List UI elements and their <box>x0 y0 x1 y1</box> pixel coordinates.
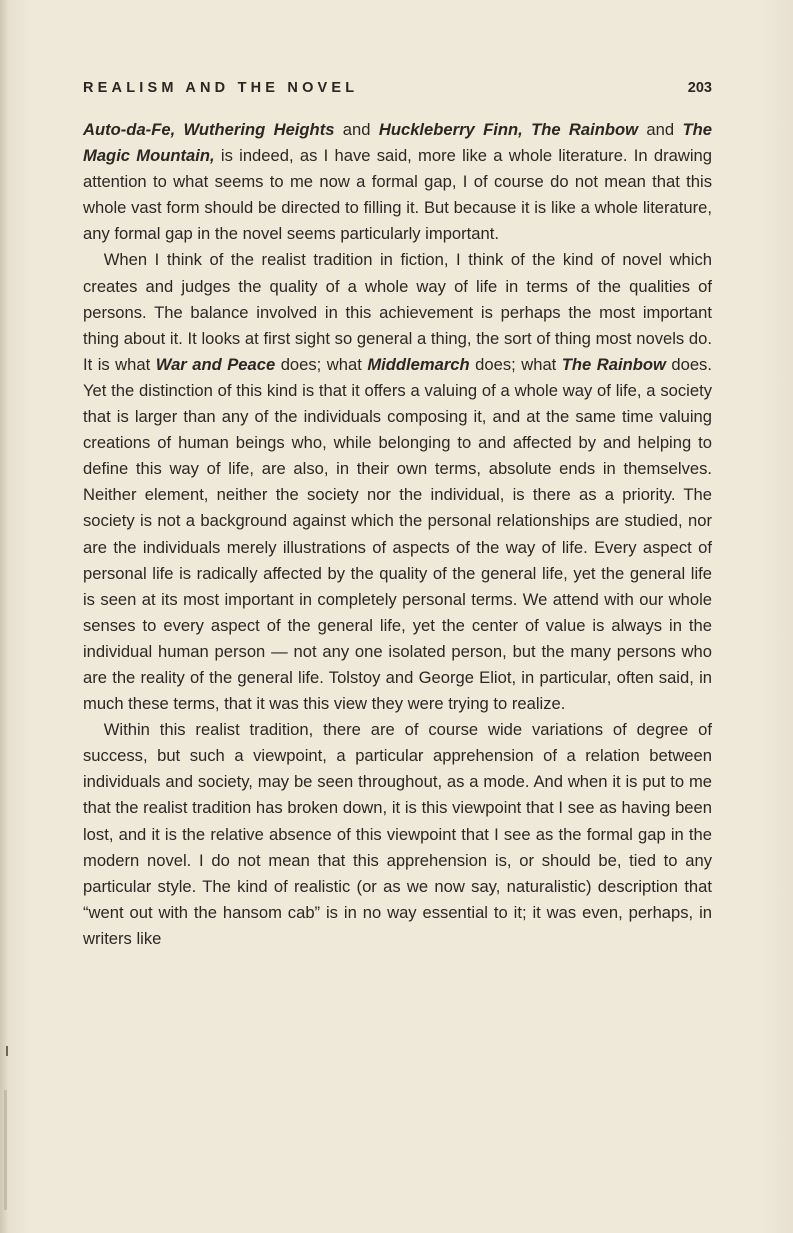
running-head <box>83 80 712 104</box>
margin-stain <box>4 1090 7 1210</box>
italic-title: Huckleberry Finn, The Rainbow <box>378 120 639 139</box>
margin-tick <box>6 1046 8 1056</box>
running-title: REALISM AND THE NOVEL <box>83 80 359 96</box>
paragraph-2 <box>83 247 712 717</box>
body-text <box>83 117 712 952</box>
italic-title: The Rainbow <box>561 354 666 374</box>
italic-title: War and Peace <box>155 354 276 374</box>
paragraph-1 <box>83 117 712 247</box>
text-segment: and <box>638 120 683 139</box>
italic-title: Auto-da-Fe, Wuthering Heights <box>83 120 335 139</box>
text-segment: does; what <box>275 354 368 374</box>
italic-title: Middlemarch <box>367 354 470 374</box>
text-segment: does; what <box>469 354 562 374</box>
text-segment: When I think of the realist tradition in fiction, I think of the kind of novel which creates and judges the quality of a whole way of life in terms of the qualities of persons. The balance involved in this achievement is perhaps the most important thing about it. It looks at first sight so general a thing, the sort of thing most novels do. It is what <box>83 250 712 374</box>
italic-title: The Magic Mountain, <box>83 120 712 166</box>
page-number: 203 <box>687 80 712 96</box>
text-segment: and <box>334 120 379 139</box>
text-segment: is indeed, as I have said, more like a whole literature. In drawing attention to what seems to me now a formal gap, I of course do not mean that this whole vast form should be directed to filling it. But because it is like a whole literature, any formal gap in the novel seems particularly important. <box>83 146 713 244</box>
text-segment: Within this realist tradition, there are of course wide variations of degree of success, but such a viewpoint, a particular apprehension of a relation between individuals and society, may be seen throughout, as a mode. And when it is put to me that the realist tradition has broken down, it is this viewpoint that I see as having been lost, and it is the relative absence of this viewpoint that I see as the formal gap in the modern novel. I do not mean that this apprehension is, or should be, tied to any particular style. The kind of realistic (or as we now say, naturalistic) description that “went out with the hansom cab” is in no way essential to it; it was even, perhaps, in writers like <box>83 720 712 948</box>
paragraph-3 <box>83 717 712 952</box>
text-segment: does. Yet the distinction of this kind is that it offers a valuing of a whole way of life, a society that is larger than any of the individuals composing it, and at the same time valuing creations of human beings who, while belonging to and affected by and helping to define this way of life, are also, in their own terms, absolute ends in themselves. Neither element, neither the society nor the individual, is there as a priority. The society is not a background against which the personal relationships are studied, nor are the individuals merely illustrations of aspects of the way of life. Every aspect of personal life is radically affected by the quality of the general life, yet the general life is seen at its most important in completely personal terms. We attend with our whole senses to every aspect of the general life, yet the center of value is always in the individual human person — not any one isolated person, but the many persons who are the reality of the general life. Tolstoy and George Eliot, in particular, often said, in much these terms, that it was this view they were trying to realize. <box>83 354 712 714</box>
